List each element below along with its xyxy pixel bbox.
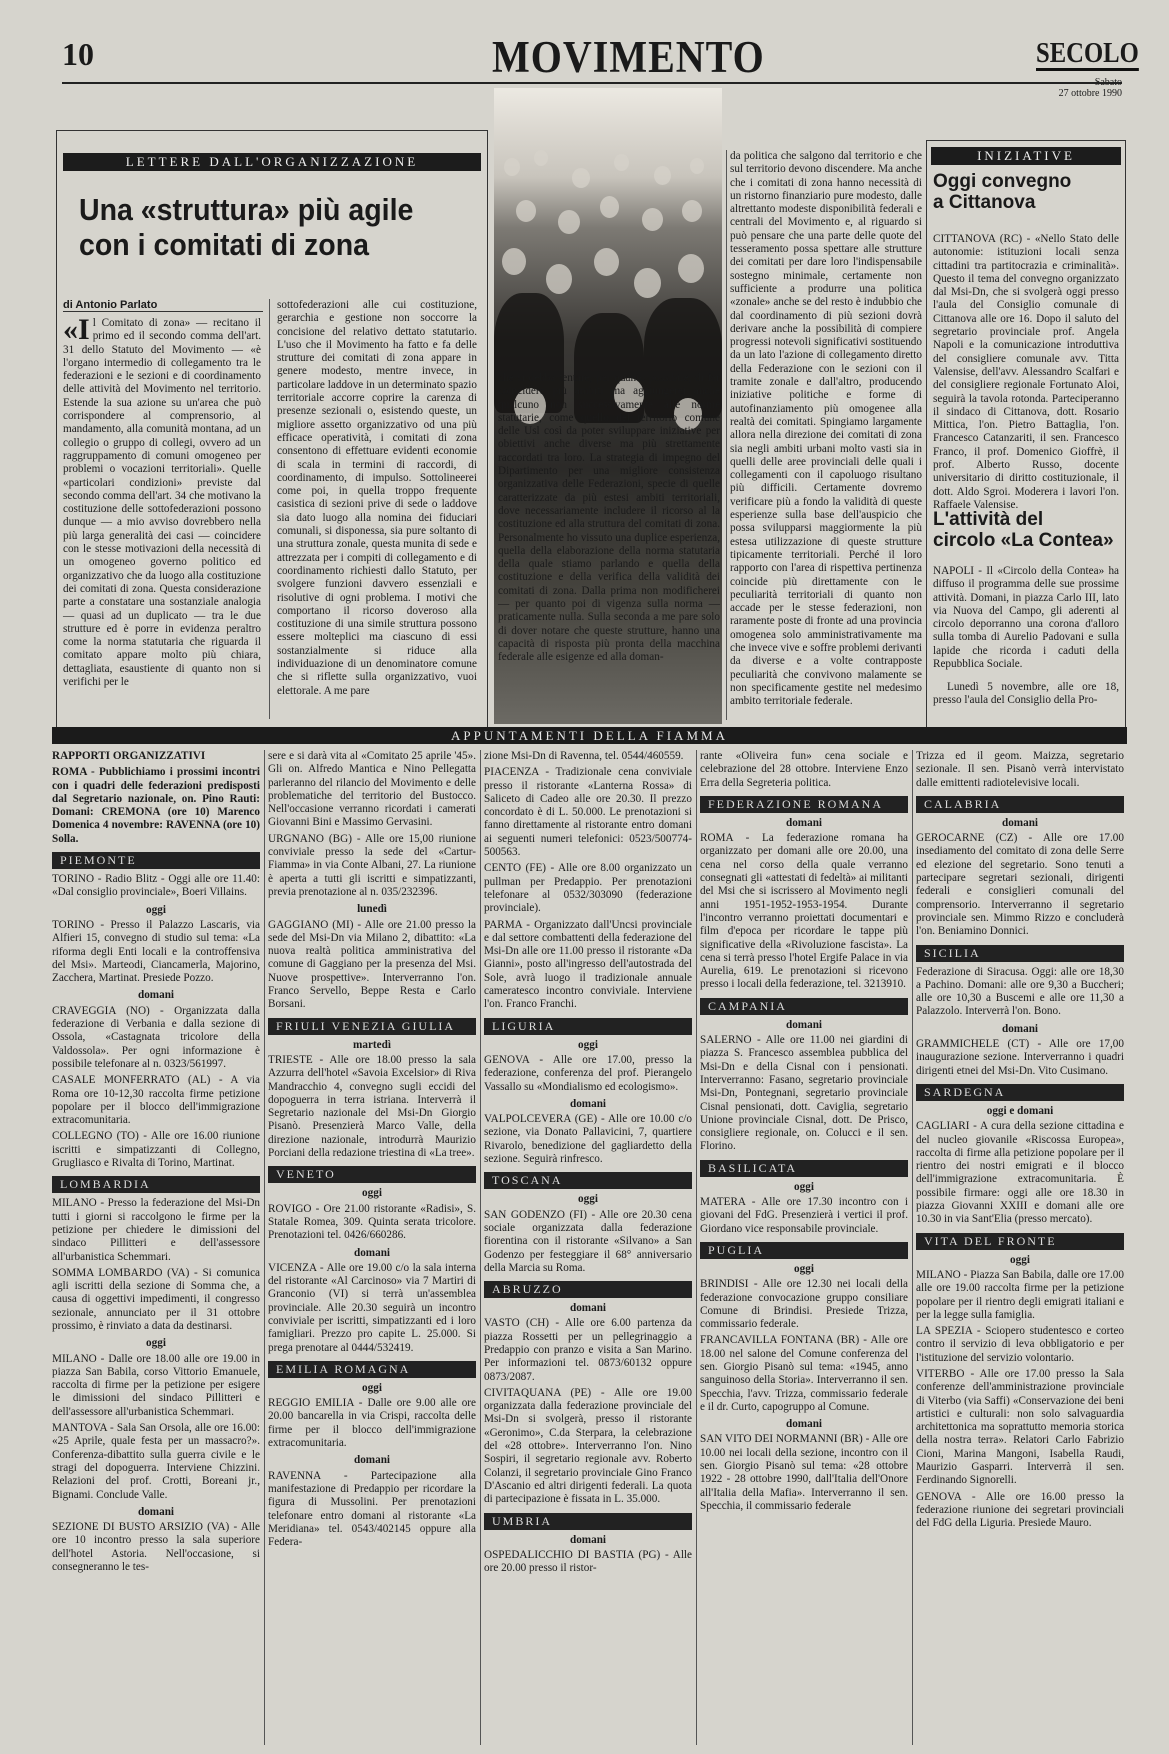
- listing: VITERBO - Alle ore 17.00 presso la Sala conferenze dell'amministrazione provinciale di Viterbo (via Saffi) «Conservazione dei beni artistici e culturali: non solo salvaguardia architettonica ma soprattutto memoria storica della nostra terra». Relatori Carlo Fabrizio Cioni, Marina Mangoni, Isabella Raudi, Maurizio Gasparri. Interverrà il sen. Ferdinando Signorelli.: [916, 1367, 1124, 1487]
- listing: MANTOVA - Sala San Orsola, alle ore 16.00: «25 Aprile, quale festa per un massacro?». Conferenza-dibattito sulla guerra civile e le stragi del dopoguerra. Interviene Chizzini. Relazioni del prof. Crotti, Boreani jr., Bignami. Conclude Valle.: [52, 1422, 260, 1501]
- day-label: domani: [1001, 816, 1039, 829]
- listing: BRINDISI - Alle ore 12.30 nei locali della federazione convocazione gruppo consiliare Comune di Brindisi. Presiede Trizza, commissario federale.: [700, 1278, 908, 1331]
- region-bar-emilia: EMILIA ROMAGNA: [268, 1361, 476, 1378]
- iniziative-body-1: CITTANOVA (RC) - «Nello Stato delle autonomie: istituzioni locali senza cittadini tra partitocrazia e criminalità». Questo il tema del convegno organizzato dal Msi-Dn, che si svolgerà oggi presso l'aula del Consiglio comunale di Cittanova alle ore 16. Dopo il saluto del segretario provinciale prof. Angela Napoli e la comunicazione introduttiva del consigliere comunale avv. Titta Valensise, dell'avv. Alessandro Scalfari e del consigliere regionale Fortunato Aloi, seguirà la tavola rotonda. Parteciperanno il sindaco di Cittanova, dott. Rosario Mittica, l'on. Pietro Battaglia, l'on. Francesco Catanzariti, il sen. Francesco Franco, il prof. Domenico Gioffrè, il prof. Alberto Russo, docente universitario di diritto costituzionale, il dott. Aldo Sgroi. Moderera i lavori l'on. Raffaele Valensise.: [933, 233, 1119, 511]
- listing: VICENZA - Alle ore 19.00 c/o la sala interna del ristorante «Al Carcinoso» via 7 Martiri di Granconio (VI) si terrà un'assemblea provinciale. Alle 20.30 seguirà un incontro conviviale per iscritti, simpatizzanti ed i loro famigliari. Prezzo pro capite L. 25.000. Si prega prenotare al 0444/532419.: [268, 1261, 476, 1354]
- column-divider: [480, 750, 481, 1745]
- lettere-column-2: sottofederazioni alle cui costituzione, gerarchia e gestione non soccorre la concisione del relativo dettato statutario. L'uso che il Movimento ha fatto e fa delle strutture dei comitati di zona appare in genere modesto, mentre invece, in particolare laddove in un determinato spazio territoriale accorre coprire la carenza di presenze sezionali o, esistendo queste, un migliore assetto organizzativo od una più efficace operatività, i comitati di zona consentono di effettuare evidenti economie di scala in termini di raccordi, di coordinamento, di impulso. Sottolineerei come poi, in quella troppo frequente casistica di sezioni prive di sede o laddove sia dato luogo alla nomina dei fiduciari comunali, si disponessa, sia pure soltanto di una struttura zonale, questa munita di sede e attrezzata per i compiti di collegamento e di coordinamento richiesti dallo Statuto, per svolgere funzioni davvero essenziali e risolutive di ogni problema. I motivi che comportano il ricorso doveroso alla costituzione di una simile struttura possono essere molteplici ma ciascuno di essi sostanzialmente si riduce alla individuazione di un denominatore comune che si riflette sulla organizzativo, vuoi elettorale. A me pare: [277, 299, 477, 697]
- appuntamenti-column-5: [916, 750, 1124, 1745]
- day-label: domani: [785, 1418, 823, 1431]
- lettere-box: [56, 130, 488, 728]
- listing: Federazione di Siracusa. Oggi: alle ore 18,30 a Pachino. Domani: alle ore 9,30 a Buccheri; alle ore 10,30 a Buscemi e alle ore 11,30 a Palazzolo. Interverrà l'on. Bono.: [916, 965, 1124, 1018]
- listing: MATERA - Alle ore 17.30 incontro con i giovani del FdG. Presenzierà i vertici il prof. Giordano vice responsabile provinciale.: [700, 1196, 908, 1235]
- rapporti-title: RAPPORTI ORGANIZZATIVI: [52, 750, 206, 762]
- appuntamenti-banner: APPUNTAMENTI DELLA FIAMMA: [52, 727, 1127, 744]
- iniziative-headline-1-line1: Oggi convegno: [933, 171, 1072, 192]
- listing: rante «Oliveira fun» cena sociale e celebrazione del 28 ottobre. Interviene Enzo Erra della Segreteria politica.: [700, 750, 908, 789]
- day-label: domani: [569, 1302, 607, 1315]
- listing: GENOVA - Alle ore 16.00 presso la federazione riunione dei segretari provinciali del FdG della Liguria. Presiede Mauro.: [916, 1490, 1124, 1530]
- listing: CENTO (FE) - Alle ore 8.00 organizzato un pullman per Predappio. Per prenotazioni telefonare al 0532/303090 (federazione provinciale).: [484, 862, 692, 915]
- page-number: 10: [62, 36, 94, 72]
- paper-logo: SECOLO: [1036, 37, 1139, 69]
- lettere-column-4: da politica che salgono dal territorio e che sul territorio devono discendere. Ma anche che i comitati di zona hanno necessità di un ristorno finanziario pure modesto, dalle altrettanto modeste disponibilità federali e centrali del Movimento e, al riguardo si può pensare che una parte delle quote del tesseramento possa spettare alle strutture dei comitati per dare loro l'indispensabile sostegno minimale, certamente non sufficiente a produrre una politica «zonale» anche se del resto è indubbio che dal coordinamento di più sezioni dovrà derivare anche la possibilità di compiere progressi notevoli significativi sostituendo da un lato l'azione di collegamento diretto della Federazione con le sezioni con il tramite zonale e dall'altro, producendo iniziative politiche e forme di autofinanziamento più omogenee alla realtà dei comitati. Spingiamo largamente allora nella direzione dei comitati di zona sia negli ambiti urbani molto vasti sia in quelli delle aree provinciali delle quali i collegamenti con il capoluogo risultano più difficili. Certamente dovremo verificare più a fondo la validità di queste esperienze sulla base dell'auspicio che possa svilupparsi maggiormente la più estesa utilizzazione di queste strutture tipicamente territoriali. Perché il loro rapporto con l'area di rispettiva pertinenza coincide più direttamente con le peculiarità territoriali di quanto non accade per le stesse federazioni, non raramente poste di fronte ad una provincia omogenea solo amministrativamente ma che invece vive e soffre problemi derivanti da diverse e a volte contrapposte peculiarità che convivono malamente se non specificamente gestite nel medesimo ambito territoriale federale.: [730, 150, 922, 708]
- listing: RAVENNA - Partecipazione alla manifestazione di Predappio per ricordare la figura di Mussolini. Per prenotazioni telefonare entro domani al ristorante «La Meridiana» tel. 0543/402145 oppure alla Federa-: [268, 1469, 476, 1549]
- lettere-byline: di Antonio Parlato: [63, 299, 263, 312]
- listing: MILANO - Presso la federazione del Msi-Dn tutti i giorni si raccolgono le firme per la petizione per chiedere le dimissioni del sindaco Pillitteri e dell'assessore all'urbanistica Schemmari.: [52, 1197, 260, 1263]
- iniziative-headline-2: [933, 509, 1114, 552]
- day-label: domani: [569, 1533, 607, 1546]
- day-label: domani: [137, 1505, 175, 1518]
- listing: GEROCARNE (CZ) - Alle ore 17.00 insediamento del comitato di zona delle Serre ed elezione del segretario. Sono tenuti a partecipare segretari sezionali, dirigenti federali e consiglieri comunali del comprensorio. Interverranno il segretario provinciale sen. Mimmo Rizzo e concluderà l'on. Beniamino Donnici.: [916, 832, 1124, 938]
- listing: SOMMA LOMBARDO (VA) - Si comunica agli iscritti della sezione di Somma che, a causa di oggettivi impedimenti, il congresso sezionale, annunciato per il 31 ottobre prossimo, è rinviato a data da destinarsi.: [52, 1266, 260, 1332]
- listing: ROVIGO - Ore 21.00 ristorante «Radisi», S. Statale Romea, 309. Quinta serata tricolore. Prenotazioni tel. 0426/660286.: [268, 1202, 476, 1242]
- day-label: oggi: [146, 903, 166, 916]
- region-bar-piemonte: PIEMONTE: [52, 852, 260, 869]
- listing: MILANO - Dalle ore 18.00 alle ore 19.00 in piazza San Babila, corso Vittorio Emanuele, raccolta di firme per la petizione per esigere le dimissioni del sindaco Pillitteri e dell'assessore all'urbanistica Schemmari.: [52, 1352, 260, 1418]
- column-divider: [269, 299, 270, 719]
- day-label: lunedì: [357, 903, 387, 916]
- listing: OSPEDALICCHIO DI BASTIA (PG) - Alle ore 20.00 presso il ristor-: [484, 1548, 692, 1575]
- day-label: oggi: [578, 1193, 598, 1206]
- iniziative-headline-2-line2: circolo «La Contea»: [933, 530, 1114, 552]
- listing: MILANO - Piazza San Babila, dalle ore 17.00 alle ore 19.00 raccolta firme per la petizione popolare per il rientro degli emigrati italiani e per la legge sulla famiglia.: [916, 1268, 1124, 1321]
- listing: REGGIO EMILIA - Dalle ore 9.00 alle ore 20.00 bancarella in via Crispi, raccolta delle firme per il blocco dell'immigrazione extracomunitaria.: [268, 1397, 476, 1450]
- lettere-headline-line1: Una «struttura» più agile: [79, 192, 414, 227]
- listing: SEZIONE DI BUSTO ARSIZIO (VA) - Alle ore 10 incontro presso la sala superiore dell'hotel Astoria. Nell'occasione, si consegneranno le tes-: [52, 1521, 260, 1574]
- listing: URGNANO (BG) - Alle ore 15,00 riunione conviviale presso la sede del «Cartur-Fiamma» in via Conte Albani, 27. La riunione è aperta a tutti gli iscritti e simpatizzanti, previa prenotazione al n. 035/232396.: [268, 832, 476, 898]
- day-label: domani: [569, 1097, 607, 1110]
- region-bar-lombardia: LOMBARDIA: [52, 1176, 260, 1193]
- listing: TORINO - Presso il Palazzo Lascaris, via Alfieri 15, convegno di studio sul tema: «La riforma degli Enti locali e la controffensiva del Msi». Marteodi, Ciancamerla, Majorino, Zacchera, Martinat. Presiede Pozzo.: [52, 918, 260, 985]
- day-label: domani: [785, 816, 823, 829]
- day-label: oggi e domani: [986, 1104, 1054, 1117]
- issue-date-text: 27 ottobre 1990: [1058, 88, 1122, 99]
- region-bar-lazio: FEDERAZIONE ROMANA: [700, 796, 908, 813]
- region-bar-friuli: FRIULI VENEZIA GIULIA: [268, 1018, 476, 1035]
- listing: GAGGIANO (MI) - Alle ore 21.00 presso la sede del Msi-Dn via Milano 2, dibattito: «La nuova realtà politica amministrativa del comune di Gaggiano per la presenza del Msi. Nuove prospettive». Interverranno l'on. Franco Servello, Beppe Resta e Carlo Borsani.: [268, 918, 476, 1011]
- listing: zione Msi-Dn di Ravenna, tel. 0544/460559.: [484, 750, 684, 762]
- day-label: martedì: [353, 1038, 391, 1051]
- iniziative-box: [926, 140, 1126, 728]
- iniziative-headline-1-line2: a Cittanova: [933, 192, 1036, 214]
- region-bar-liguria: LIGURIA: [484, 1018, 692, 1035]
- day-label: oggi: [362, 1187, 382, 1200]
- listing: COLLEGNO (TO) - Alle ore 16.00 riunione iscritti e simpatizzanti di Collegno, Grugliasco e Rivalta di Torino, Martinat.: [52, 1130, 260, 1170]
- listing: LA SPEZIA - Sciopero studentesco e corteo contro il servizio di leva obbligatorio e per l'istituzione del servizio volontario.: [916, 1325, 1124, 1364]
- region-bar-vita: VITA DEL FRONTE: [916, 1233, 1124, 1250]
- region-bar-toscana: TOSCANA: [484, 1172, 692, 1189]
- lettere-headline: [79, 193, 413, 262]
- listing: CRAVEGGIA (NO) - Organizzata dalla federazione di Verbania e dalla sezione di Ossola, «Castagnata tricolore della Valdossola». Per ogni informazione è possibile telefonare al n. 0323/561997.: [52, 1004, 260, 1070]
- listing: CIVITAQUANA (PE) - Alle ore 19.00 organizzata dalla federazione provinciale del Msi-Dn si svolgerà, presso il ristorante «Geronimo», C.da Sterpara, la celebrazione del «28 ottobre». Interverranno l'on. Nino Sospiri, il segretario regionale avv. Roberto Colanzi, il segretario provinciale Gino Franco D'Ascanio ed altri dirigenti federali. La quota di partecipazione è fissata in L. 35.000.: [484, 1386, 692, 1506]
- day-label: oggi: [146, 1337, 166, 1350]
- region-bar-umbria: UMBRIA: [484, 1513, 692, 1530]
- listing: TRIESTE - Alle ore 18.00 presso la sala Azzurra dell'hotel «Savoia Excelsior» di Riva Mandracchio 4, convegno sugli eccidi del dopoguerra in terra istriana. Interverrà il Segretario nazionale del Msi-Dn Giorgio Pisanò. Presenzierà Marco Valle, della direzione nazionale, introdurrà Maurizio Porciani della redazione triestina di «La tree».: [268, 1053, 476, 1160]
- listing: SAN VITO DEI NORMANNI (BR) - Alle ore 10.00 nei locali della sezione, incontro con il sen. Giorgio Pisanò sul tema: «28 ottobre 1922 - 28 ottobre 1990, dall'Italia dell'Onore all'Italia della Mafia». Interverranno il sen. Specchia, il commissario federale: [700, 1433, 908, 1512]
- column-divider: [264, 750, 265, 1745]
- region-bar-abruzzo: ABRUZZO: [484, 1281, 692, 1298]
- appuntamenti-column-2: [268, 750, 476, 1745]
- day-label: domani: [353, 1246, 391, 1259]
- dropcap: «I: [63, 313, 90, 346]
- iniziative-headline-2-line1: L'attività del: [933, 509, 1044, 530]
- appuntamenti-column-1: [52, 750, 260, 1745]
- day-label: oggi: [794, 1262, 814, 1275]
- issue-date: [1032, 77, 1122, 99]
- region-bar-calabria: CALABRIA: [916, 796, 1124, 813]
- region-bar-puglia: PUGLIA: [700, 1242, 908, 1259]
- lettere-column-3: che si debba tentare, per quanto possibile, di far coincidere più ambiti ma aggiungerei anche qualcuno non successivamente alle norme statutarie, come quello del territorio comune delle Usl così da poter sviluppare iniziative per obiettivi anche diverse ma più strettamente raccordati tra loro. La strategia di impegno del Dipartimento per una migliore consistenza organizzativa delle Federazioni, specie di quelle caratterizzate da più estesi ambiti territoriali, dove necessariamente includere il ricorso al la costituzione ed alla struttura del comitati di zona. Personalmente ho vissuto una duplice esperienza, quella della elaborazione della norma statutaria della quale stiamo parlando e quella della costituzione e della verifica della validità dei comitati di zona. Dalla prima non modificherei — per quanto poi di vigenza sulla norma — praticamente nulla. Sulla seconda a me pare solo di dover notare che queste strutture, hanno una capacità di risposta più pronta della macchina federale alle esigenze ed alla doman-: [498, 372, 720, 664]
- listing: SAN GODENZO (FI) - Alle ore 20.30 cena sociale organizzata dalla federazione fiorentina con il ristorante «Silvano» a San Godenzo per festeggiare il 68° anniversario della Marcia su Roma.: [484, 1208, 692, 1274]
- day-label: oggi: [362, 1381, 382, 1394]
- listing: PARMA - Organizzato dall'Uncsi provinciale e dal settore combattenti della federazione del Msi-Dn alle ore 11.00 presso il ristorante «Da Gianni», posto all'ingresso dell'autostrada del Sole, avrà luogo il tradizionale annuale cameratesco incontro conviviale. Interviene l'on. Franco Franchi.: [484, 918, 692, 1011]
- day-label: oggi: [794, 1180, 814, 1193]
- day-label: domani: [137, 989, 175, 1002]
- section-title: MOVIMENTO: [492, 30, 765, 83]
- listing: SALERNO - Alle ore 11.00 nei giardini di piazza S. Francesco assemblea pubblica del Msi-Dn e della Cisnal con i pensionati. Interverranno: Fasano, segretario provinciale Msi-Dn, Pontegnani, segretario provinciale Cisnal pensionati, dott. Caviglia, segretario Unione provinciale Cisnal, dott. De Prisco, consigliere regionale, on. Colucci e il sen. Florino.: [700, 1034, 908, 1153]
- column-divider: [726, 150, 727, 720]
- listing: sere e si darà vita al «Comitato 25 aprile '45». Gli on. Alfredo Mantica e Nino Pellegatta parleranno del rilancio del Movimento e delle problematiche del territorio del Bustocco. Nell'occasione verranno ricordati i camerati Giovanni Bini e Massimo Gervasini.: [268, 750, 476, 829]
- day-label: domani: [353, 1454, 391, 1467]
- region-bar-veneto: VENETO: [268, 1166, 476, 1183]
- listing: CAGLIARI - A cura della sezione cittadina e del nucleo giovanile «Riscossa Europea», raccolta di firme alla petizione popolare per il rientro dei nostri emigrati e il blocco dell'immigrazione extracomunitaria. È possibile firmare: oggi alle ore 18.30 in piazza Giovanni XXIII e domani alle ore 10.30 in via Sant'Elia (presso mercato).: [916, 1120, 1124, 1226]
- iniziative-body-2: NAPOLI - Il «Circolo della Contea» ha diffuso il programma delle sue prossime attività. Domani, in piazza Carlo III, lato via Nuova del Campo, gli aderenti al circolo deporranno una corona d'alloro sulla tomba di Aurelio Padovani e sulla lapide che ricorda i caduti della Repubblica Sociale.: [933, 565, 1119, 671]
- day-label: oggi: [1010, 1253, 1030, 1266]
- lettere-col1-text: l Comitato di zona» — recitano il primo ed il secondo comma dell'art. 31 dello Statuto del Movimento — «è l'organo intermedio di collegamento tra le federazioni e le sezioni e di coordinamento delle attività del Movimento nel territorio. Estende la sua azione su un'area che può corrispondere al comprensorio, al mandamento, alla comunità montana, ad un collegio o gruppo di collegi, ovvero ad un raggruppamento di comuni omogeneo per problemi o vocazioni territoriali». Quelle «particolari condizioni» previste dal secondo comma dell'art. 34 che motivano la costituzione delle sottofederazioni possono dunque — a mio avviso dovrebbero nella più larga generalità dei casi — coincidere con le stesse motivazioni della necessità di un omogeneo governo politico ed organizzativo che da luogo alla costituzione dei comitati di zona. Questa considerazione parte a constatare una sostanziale analogia — quasi ad un duplicato — tra le due strutture ed è porre in evidenza peraltro come la norma statutaria che riguarda il comitato appare molto più chiara, dettagliata, esaustiente di quanto non si verifichi per le: [63, 317, 261, 689]
- rapporti-text: ROMA - Pubblichiamo i prossimi incontri con i quadri delle federazioni predisposti dal Segretario nazionale, on. Pino Rauti: Domani: CREMONA (ore 10) Marenco Domenica 4 novembre: RAVENNA (ore 10) Solla.: [52, 766, 260, 845]
- appuntamenti-column-3: [484, 750, 692, 1745]
- region-bar-sardegna: SARDEGNA: [916, 1084, 1124, 1101]
- listing: FRANCAVILLA FONTANA (BR) - Alle ore 18.00 nel salone del Comune conferenza del sen. Giorgio Pisanò sul tema: «1945, anno sanguinoso della Storia». Interverranno il sen. Specchia, l'avv. Trizza, commissario federale e il dr. Curto, capogruppo al Comune.: [700, 1334, 908, 1413]
- listing: GRAMMICHELE (CT) - Alle ore 17,00 inaugurazione sezione. Interverranno i quadri dirigenti etnei del Msi-Dn. Vito Cusimano.: [916, 1038, 1124, 1077]
- listing: ROMA - La federazione romana ha organizzato per domani alle ore 20.00, una cena nel corso della quale verranno consegnati gli «attestati di fedeltà» ai militanti del Msi che si iscrissero al Movimento negli anni 1951-1952-1953-1954. Durante l'incontro verranno proiettati documentari e film d'epoca per ricordare le tappe più significative della «Rivoluzione fascista». La cena si terrà presso l'hotel Ergife Palace in via Aurelia, 619. Le prenotazioni si ricevono presso i locali della federazione, tel. 3213910.: [700, 832, 908, 991]
- listing: TORINO - Radio Blitz - Oggi alle ore 11.40: «Dal consiglio provinciale», Boeri Villains.: [52, 873, 260, 899]
- listing: PIACENZA - Tradizionale cena conviviale presso il ristorante «Lanterna Rossa» di Saliceto di Cadeo alle ore 20.30. Il prezzo concordato è di L. 50.000. Le prenotazioni si fanno direttamente al ristorante entro domani ai seguenti numeri telefonici: 0523/500774-500563.: [484, 766, 692, 859]
- listing: GENOVA - Alle ore 17.00, presso la federazione, conferenza del prof. Pierangelo Vassallo su «Mondialismo ed ecologismo».: [484, 1053, 692, 1093]
- masthead-rule: [62, 82, 1122, 84]
- day-label: domani: [785, 1018, 823, 1031]
- region-bar-basilicata: BASILICATA: [700, 1160, 908, 1177]
- iniziative-banner: INIZIATIVE: [931, 147, 1121, 165]
- lettere-column-1: [63, 313, 261, 723]
- iniziative-body-3: Lunedì 5 novembre, alle ore 18, presso l'aula del Consiglio della Pro-: [933, 681, 1119, 707]
- iniziative-headline-1: [933, 171, 1119, 214]
- column-divider: [912, 750, 913, 1745]
- listing: VALPOLCEVERA (GE) - Alle ore 10.00 c/o sezione, via Donato Pallavicini, 7, quartiere Rivarolo, benedizione del gagliardetto della sezione. Seguirà rinfresco.: [484, 1113, 692, 1166]
- column-divider: [696, 750, 697, 1745]
- appuntamenti-column-4: [700, 750, 908, 1745]
- listing: CASALE MONFERRATO (AL) - A via Roma ore 10-12,30 raccolta firme petizione popolare per il blocco dell'immigrazione extracomunitaria.: [52, 1074, 260, 1127]
- region-bar-sicilia: SICILIA: [916, 945, 1124, 962]
- listing: Trizza ed il geom. Maizza, segretario sezionale. Il sen. Pisanò verrà intervistato dalle emittenti radiotelevisive locali.: [916, 750, 1124, 789]
- lettere-headline-line2: con i comitati di zona: [79, 226, 369, 262]
- day-label: domani: [1001, 1022, 1039, 1035]
- listing: VASTO (CH) - Alle ore 6.00 partenza da piazza Rossetti per un pellegrinaggio a Predappio con pranzo e visita a San Marino. Per informazioni tel. 0873/60132 oppure 0873/2087.: [484, 1317, 692, 1383]
- region-bar-campania: CAMPANIA: [700, 998, 908, 1015]
- lettere-banner: LETTERE DALL'ORGANIZZAZIONE: [63, 153, 481, 171]
- day-label: oggi: [578, 1038, 598, 1051]
